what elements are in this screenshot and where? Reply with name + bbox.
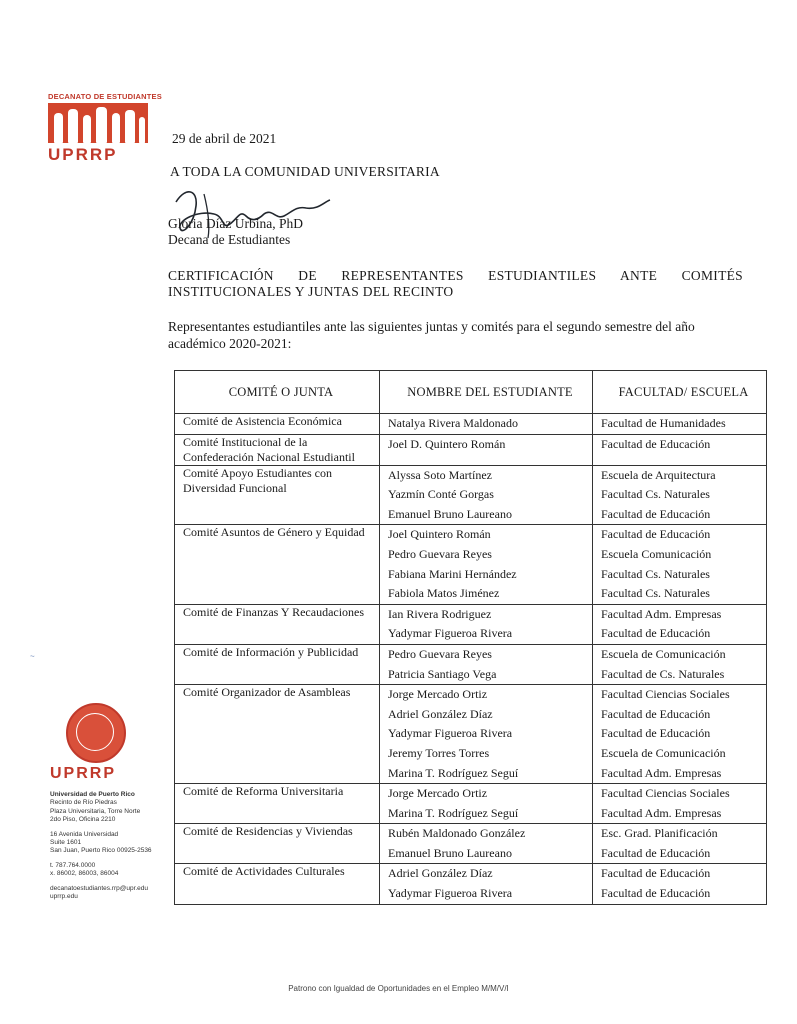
university-seal <box>66 703 126 763</box>
faculty-cell <box>593 784 767 824</box>
committee-cell: Comité de Residencias y Viviendas <box>175 824 380 864</box>
street-line: 16 Avenida Universidad <box>50 830 119 838</box>
faculty-name: Facultad de Educación <box>601 845 711 860</box>
student-name: Yadymar Figueroa Rivera <box>388 626 513 641</box>
student-name: Jorge Mercado Ortiz <box>388 687 488 702</box>
student-name: Marina T. Rodríguez Seguí <box>388 805 519 820</box>
student-name: Adriel González Díaz <box>388 706 493 721</box>
committee-cell: Comité de Finanzas Y Recaudaciones <box>175 604 380 644</box>
office-label: DECANATO DE ESTUDIANTES <box>48 92 162 101</box>
committee-cell: Comité de Reforma Universitaria <box>175 784 380 824</box>
table-header-row <box>175 371 767 414</box>
faculty-cell <box>593 824 767 864</box>
student-name: Joel Quintero Román <box>388 527 491 542</box>
table-row <box>175 434 767 465</box>
student-name: Fabiola Matos Jiménez <box>388 586 500 601</box>
faculty-cell <box>593 525 767 604</box>
faculty-name: Facultad de Educación <box>601 726 711 741</box>
header-faculty: FACULTAD/ ESCUELA <box>593 371 767 414</box>
student-cell <box>380 525 593 604</box>
student-name: Emanuel Bruno Laureano <box>388 845 512 860</box>
brand-wordmark: UPRRP <box>48 145 118 164</box>
footer-note: Patrono con Igualdad de Oportunidades en el Empleo M/M/V/I <box>288 984 509 993</box>
table-row <box>175 604 767 644</box>
student-cell <box>380 685 593 784</box>
faculty-name: Facultad Cs. Naturales <box>601 586 710 601</box>
faculty-name: Escuela de Comunicación <box>601 646 726 661</box>
student-name: Fabiana Marini Hernández <box>388 566 517 581</box>
faculty-name: Facultad de Educación <box>601 626 711 641</box>
student-cell <box>380 604 593 644</box>
faculty-name: Facultad de Humanidades <box>601 416 726 430</box>
brand-wordmark-bottom: UPRRP <box>50 765 117 782</box>
student-cell <box>380 434 593 465</box>
faculty-name: Facultad Adm. Empresas <box>601 765 722 780</box>
table-row <box>175 824 767 864</box>
faculty-name: Facultad de Educación <box>601 436 711 451</box>
student-name: Pedro Guevara Reyes <box>388 646 492 661</box>
letter-date: 29 de abril de 2021 <box>172 131 277 146</box>
faculty-name: Facultad Adm. Empresas <box>601 805 722 820</box>
faculty-name: Facultad Cs. Naturales <box>601 487 710 502</box>
table-row <box>175 525 767 604</box>
student-name: Ian Rivera Rodriguez <box>388 606 492 621</box>
university-name: Universidad de Puerto Rico <box>50 791 135 798</box>
campus-name: Recinto de Río Piedras <box>50 799 117 807</box>
committee-cell: Comité Organizador de Asambleas <box>175 685 380 784</box>
letter-intro: Representantes estudiantiles ante las siguientes juntas y comités para el segundo semestre del año académico 2020-2021: <box>168 319 695 351</box>
address-line: Plaza Universitaria, Torre Norte <box>50 807 141 815</box>
committee-cell: Comité Apoyo Estudiantes con Diversidad Funcional <box>175 465 380 525</box>
letter-subject: CERTIFICACIÓN DE REPRESENTANTES ESTUDIANTILES ANTE COMITÉS INSTITUCIONALES Y JUNTAS DEL RECINTO <box>168 268 743 299</box>
faculty-cell <box>593 434 767 465</box>
committee-cell: Comité de Asistencia Económica <box>175 414 380 435</box>
table-row <box>175 784 767 824</box>
street-line: San Juan, Puerto Rico 00925-2536 <box>50 847 152 855</box>
student-name: Patricia Santiago Vega <box>388 666 497 681</box>
faculty-name: Facultad Cs. Naturales <box>601 566 710 581</box>
faculty-cell <box>593 414 767 435</box>
student-name: Rubén Maldonado González <box>388 826 526 841</box>
margin-mark: ~ <box>30 652 35 661</box>
addressee: A TODA LA COMUNIDAD UNIVERSITARIA <box>170 164 440 179</box>
address-line: 2do Piso, Oficina 2210 <box>50 816 116 824</box>
faculty-name: Facultad de Cs. Naturales <box>601 666 725 681</box>
student-cell <box>380 784 593 824</box>
signer-name: Gloria Díaz Urbina, PhD <box>168 216 303 231</box>
student-name: Jeremy Torres Torres <box>388 745 490 760</box>
student-cell <box>380 414 593 435</box>
header-committee: COMITÉ O JUNTA <box>175 371 380 414</box>
header-student: NOMBRE DEL ESTUDIANTE <box>380 371 593 414</box>
student-name: Yazmín Conté Gorgas <box>388 487 494 502</box>
table-row <box>175 414 767 435</box>
faculty-name: Facultad Ciencias Sociales <box>601 786 730 801</box>
student-cell <box>380 864 593 904</box>
student-name: Emanuel Bruno Laureano <box>388 506 512 521</box>
table-row <box>175 465 767 525</box>
student-name: Marina T. Rodríguez Seguí <box>388 765 519 780</box>
faculty-name: Esc. Grad. Planificación <box>601 826 718 841</box>
student-cell <box>380 824 593 864</box>
student-name: Alyssa Soto Martínez <box>388 467 492 482</box>
website-link[interactable]: uprrp.edu <box>50 893 78 901</box>
street-line: Suite 1601 <box>50 839 82 847</box>
faculty-name: Escuela Comunicación <box>601 546 712 561</box>
faculty-cell <box>593 864 767 904</box>
contact-block <box>50 791 162 901</box>
faculty-cell <box>593 644 767 684</box>
committee-cell: Comité de Información y Publicidad <box>175 644 380 684</box>
faculty-cell <box>593 604 767 644</box>
faculty-name: Facultad de Educación <box>601 527 711 542</box>
student-name: Adriel González Díaz <box>388 866 493 881</box>
faculty-name: Facultad de Educación <box>601 866 711 881</box>
student-name: Jorge Mercado Ortiz <box>388 786 488 801</box>
signer-block <box>168 216 303 248</box>
students-figures-graphic <box>48 103 148 143</box>
committee-cell: Comité Institucional de la Confederación Nacional Estudiantil <box>175 434 380 465</box>
faculty-cell <box>593 465 767 525</box>
faculty-name: Facultad Adm. Empresas <box>601 606 722 621</box>
student-cell <box>380 644 593 684</box>
student-name: Pedro Guevara Reyes <box>388 546 492 561</box>
faculty-name: Facultad de Educación <box>601 886 711 901</box>
signer-title: Decana de Estudiantes <box>168 232 291 247</box>
faculty-name: Facultad Ciencias Sociales <box>601 687 730 702</box>
faculty-name: Facultad de Educación <box>601 506 711 521</box>
table-row <box>175 685 767 784</box>
email-link[interactable]: decanatoestudiantes.rrp@upr.edu <box>50 884 149 892</box>
faculty-name: Facultad de Educación <box>601 706 711 721</box>
committee-cell: Comité de Actividades Culturales <box>175 864 380 904</box>
representatives-table <box>174 370 767 905</box>
student-name: Yadymar Figueroa Rivera <box>388 886 513 901</box>
student-cell <box>380 465 593 525</box>
decanato-logo <box>48 92 162 165</box>
student-name: Joel D. Quintero Román <box>388 436 506 451</box>
table-row <box>175 864 767 904</box>
committee-cell: Comité Asuntos de Género y Equidad <box>175 525 380 604</box>
faculty-cell <box>593 685 767 784</box>
extensions: x. 86002, 86003, 86004 <box>50 870 119 878</box>
phone: t. 787.764.0000 <box>50 861 96 869</box>
faculty-name: Escuela de Arquitectura <box>601 467 716 482</box>
student-name: Yadymar Figueroa Rivera <box>388 726 513 741</box>
student-name: Natalya Rivera Maldonado <box>388 416 518 430</box>
table-row <box>175 644 767 684</box>
faculty-name: Escuela de Comunicación <box>601 745 726 760</box>
